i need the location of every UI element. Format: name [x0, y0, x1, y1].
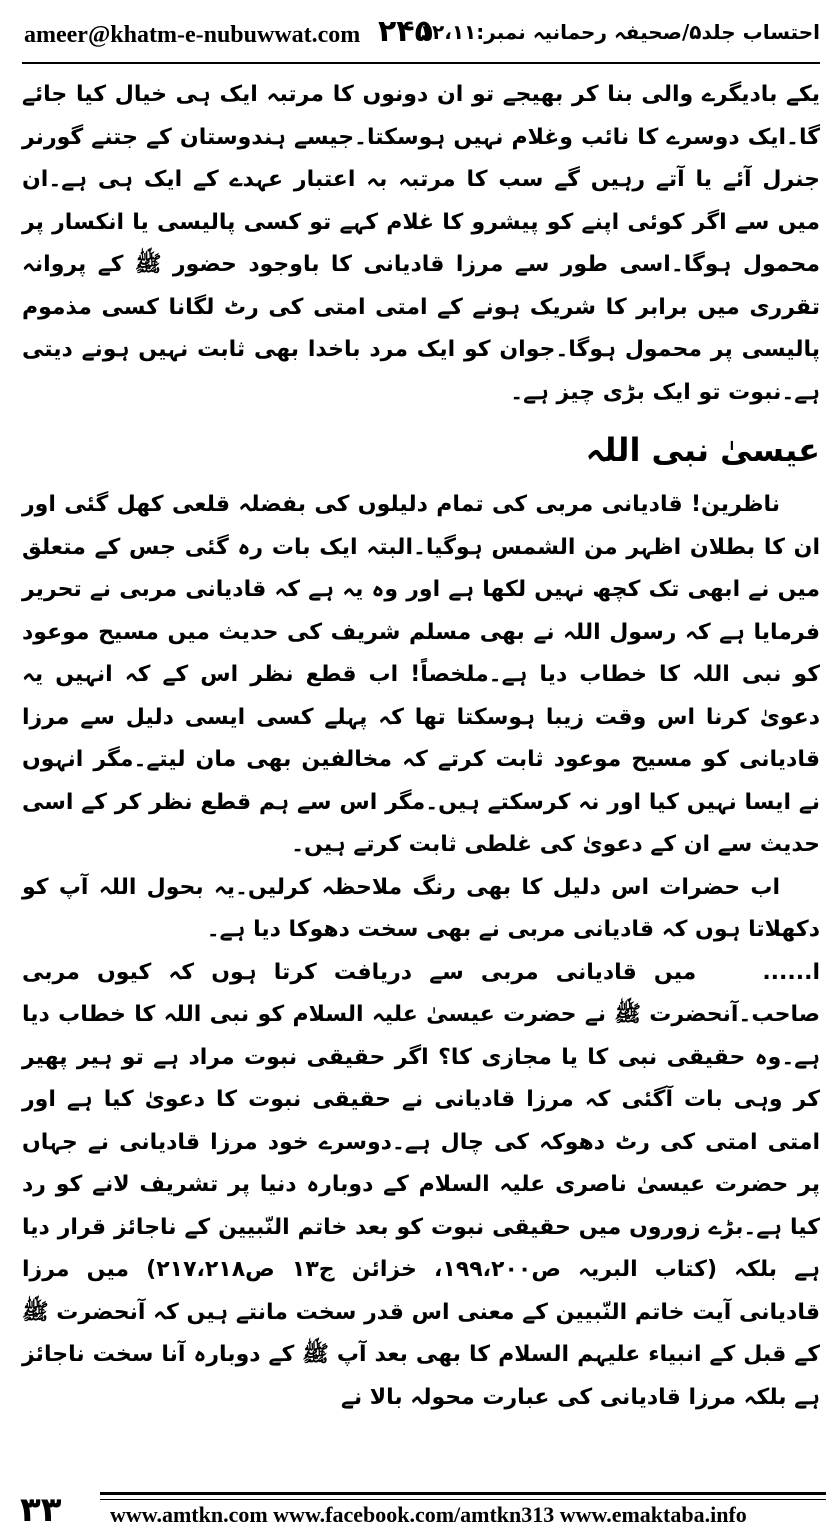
paragraph-4-marker: ا......: [762, 959, 820, 985]
paragraph-2: ناظرین! قادیانی مربی کی تمام دلیلوں کی بفضلہ قلعی کھل گئی اور ان کا بطلان اظہر من الشمس ہوگیا۔البتہ ایک بات رہ گئی جس کے متعلق میں نے ابھی تک کچھ نہیں لکھا ہے اور وہ یہ ہے کہ قادیانی مربی نے تحریر فرمایا ہے کہ رسول اللہ نے بھی مسلم شریف کی حدیث میں مسیح موعود کو نبی اللہ کا خطاب دیا ہے۔ملخصاً! اب قطع نظر اس کے کہ انہیں یہ دعویٰ کرنا اس وقت زیبا ہوسکتا تھا کہ پہلے کسی ایسی دلیل سے مرزا قادیانی کو مسیح موعود ثابت کرتے کہ مخالفین بھی مان لیتے۔مگر انہوں نے ایسا نہیں کیا اور نہ کرسکتے ہیں۔مگر اس سے ہم قطع نظر کر کے اسی حدیث سے ان کے دعویٰ کی غلطی ثابت کرتے ہیں۔: [22, 492, 820, 857]
header-rule: [22, 62, 820, 64]
page-header: [0, 0, 840, 64]
page-body: [22, 74, 820, 1419]
paragraph-4: [22, 952, 820, 1420]
paragraph-3: اب حضرات اس دلیل کا بھی رنگ ملاحظہ کرلیں۔یہ بحول اللہ آپ کو دکھلاتا ہوں کہ قادیانی مربی نے بھی سخت دھوکا دیا ہے۔: [22, 874, 820, 942]
footer-rule-thick: [100, 1492, 826, 1495]
header-page-number: ۲۴۵: [378, 14, 433, 49]
footer-folio: ۳۳: [20, 1490, 62, 1530]
footer-links[interactable]: www.amtkn.com www.facebook.com/amtkn313 www.emaktaba.info: [110, 1502, 747, 1527]
paragraph-1: یکے بادیگرے والی بنا کر بھیجے تو ان دونوں کا مرتبہ ایک ہی خیال کیا جائے گا۔ایک دوسرے کا نائب وغلام نہیں ہوسکتا۔جیسے ہندوستان کے جتنے گورنر جنرل آئے یا آتے رہیں گے سب کا مرتبہ بہ اعتبار عہدے کے ایک ہی ہے۔ان میں سے اگر کوئی اپنے کو پیشرو کا غلام کہے تو کسی پالیسی یا انکسار پر محمول ہوگا۔اسی طور سے مرزا قادیانی کا باوجود حضور ﷺ کے پروانہ تقرری میں برابر کا شریک ہونے کے امتی امتی کی رٹ لگانا کسی مذموم پالیسی پر محمول ہوگا۔جوان کو ایک مرد باخدا بھی ثابت نہیں ہونے دیتی ہے۔نبوت تو ایک بڑی چیز ہے۔: [22, 82, 820, 405]
page-footer: [0, 1484, 840, 1540]
footer-rule-thin: [100, 1499, 826, 1500]
header-email[interactable]: ameer@khatm-e-nubuwwat.com: [24, 22, 361, 48]
section-heading: عیسیٰ نبی اللہ: [585, 431, 820, 469]
paragraph-4-text: میں قادیانی مربی سے دریافت کرتا ہوں کہ کیوں مربی صاحب۔آنحضرت ﷺ نے حضرت عیسیٰ علیہ السلام کو نبی اللہ کا خطاب دیا ہے۔وہ حقیقی نبی کا یا مجازی کا؟ اگر حقیقی نبوت مراد ہے تو ہیر پھیر کر وہی بات آگئی کہ مرزا قادیانی نے حقیقی نبوت کا دعویٰ کیا ہے اور امتی امتی کی رٹ دھوکہ کی چال ہے۔دوسرے خود مرزا قادیانی نے جہاں پر حضرت عیسیٰ ناصری علیہ السلام کے دوبارہ دنیا پر تشریف لانے کو رد کیا ہے۔بڑے زوروں میں حقیقی نبوت کو بعد خاتم النّبیین کے ناجائز قرار دیا ہے بلکہ (کتاب البریہ ص۱۹۹،۲۰۰، خزائن ج۱۳ ص۲۱۷،۲۱۸) میں مرزا قادیانی آیت خاتم النّبیین کے معنی اس قدر سخت مانتے ہیں کہ آنحضرت ﷺ کے قبل کے انبیاء علیہم السلام کا بھی بعد آپ ﷺ کے دوبارہ آنا سخت ناجائز ہے بلکہ مرزا قادیانی کی عبارت محولہ بالا نے: [22, 959, 820, 1410]
header-running-title: احتساب جلد۵/صحیفہ رحمانیہ نمبر:۱۲،۱۱: [419, 20, 820, 44]
